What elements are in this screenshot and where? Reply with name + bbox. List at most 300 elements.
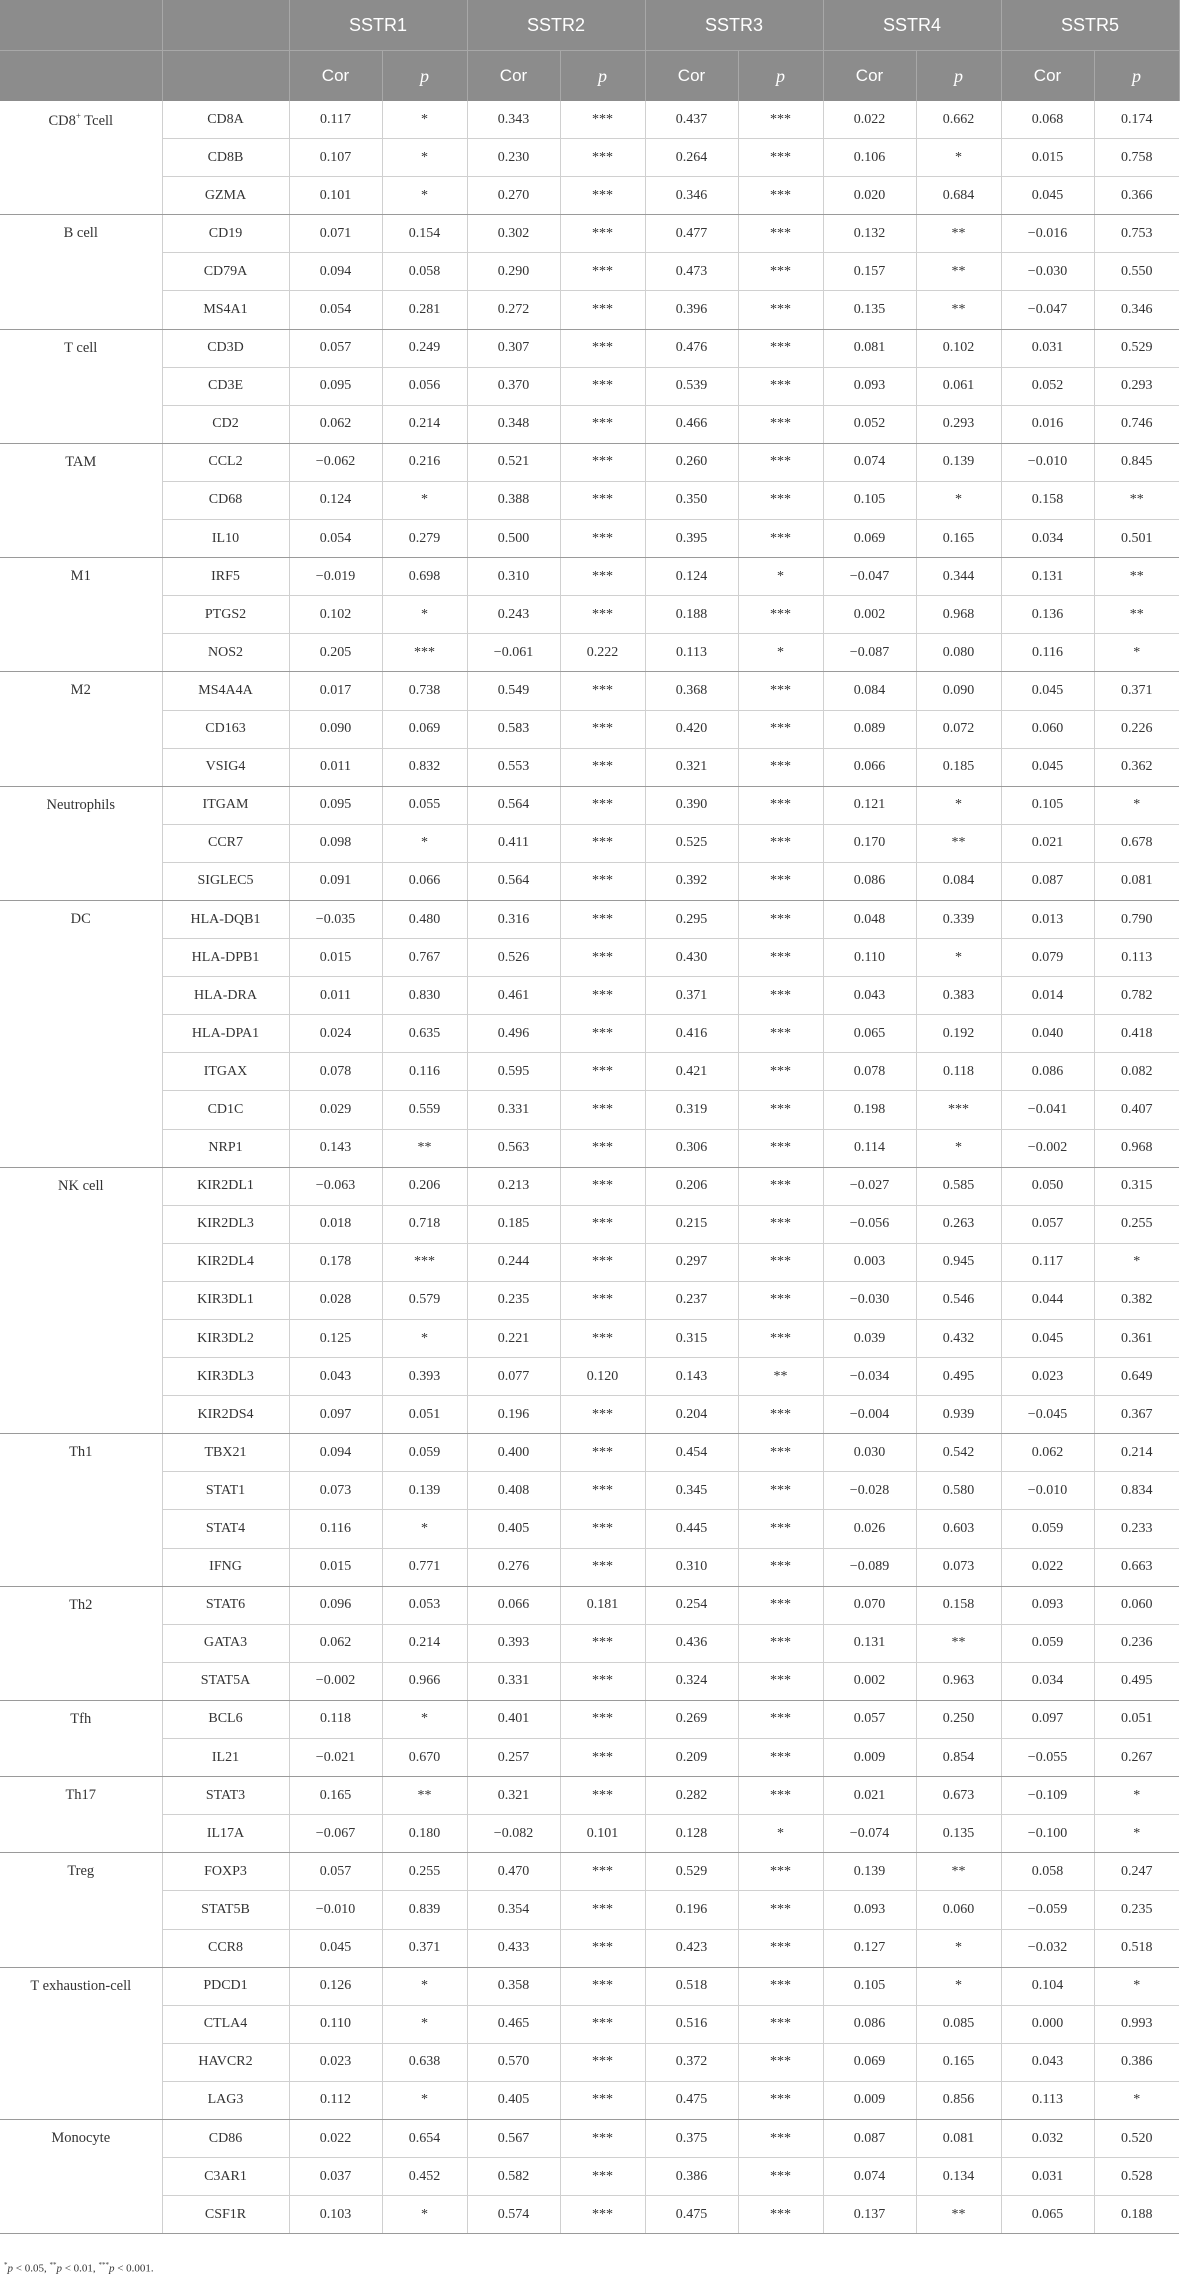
p-value: *** [560, 1853, 645, 1891]
cor-value: 0.002 [823, 1662, 916, 1700]
cor-value: 0.454 [645, 1434, 738, 1472]
p-value: 0.226 [1094, 710, 1179, 748]
header-receptor: SSTR1 [289, 0, 467, 51]
p-value: 0.968 [1094, 1129, 1179, 1167]
footnote-marker: ** [49, 2261, 57, 2269]
p-value: 0.165 [916, 520, 1001, 558]
cell-type-group [0, 443, 162, 557]
gene-symbol: KIR2DL4 [162, 1243, 289, 1281]
cor-value: 0.057 [1001, 1205, 1094, 1243]
table-row [0, 1700, 1179, 1738]
table-row [0, 1510, 1179, 1548]
cor-value: 0.095 [289, 367, 382, 405]
cor-value: 0.563 [467, 1129, 560, 1167]
table-row [0, 2043, 1179, 2081]
cor-value: −0.074 [823, 1815, 916, 1853]
p-value: * [382, 2196, 467, 2234]
table-row [0, 2005, 1179, 2043]
cor-value: 0.057 [289, 329, 382, 367]
cor-value: 0.114 [823, 1129, 916, 1167]
cell-type-group [0, 1853, 162, 1967]
cor-value: −0.002 [1001, 1129, 1094, 1167]
footnote-marker: *** [98, 2261, 109, 2269]
p-value: 0.113 [1094, 939, 1179, 977]
cor-value: 0.013 [1001, 900, 1094, 938]
p-value: *** [738, 1091, 823, 1129]
p-value: * [382, 2081, 467, 2119]
cell-type-name: Monocyte [51, 2129, 111, 2146]
p-value: 0.654 [382, 2119, 467, 2157]
p-value: *** [738, 1510, 823, 1548]
cor-value: 0.254 [645, 1586, 738, 1624]
cor-value: 0.310 [645, 1548, 738, 1586]
table-row [0, 1167, 1179, 1205]
p-value: 0.080 [916, 634, 1001, 672]
p-value: 0.206 [382, 1167, 467, 1205]
cor-value: 0.570 [467, 2043, 560, 2081]
cor-value: 0.564 [467, 786, 560, 824]
p-value: * [738, 1815, 823, 1853]
cor-value: 0.091 [289, 862, 382, 900]
p-value: 0.247 [1094, 1853, 1179, 1891]
cor-value: 0.106 [823, 139, 916, 177]
cor-value: 0.126 [289, 1967, 382, 2005]
gene-symbol: TBX21 [162, 1434, 289, 1472]
cor-value: 0.315 [645, 1320, 738, 1358]
p-value: *** [560, 558, 645, 596]
cell-type-name: T exhaustion-cell [30, 1977, 132, 1994]
p-value: * [916, 481, 1001, 519]
cor-value: 0.105 [1001, 786, 1094, 824]
cor-value: 0.461 [467, 977, 560, 1015]
cell-type-name: T cell [64, 339, 98, 356]
p-value: 0.579 [382, 1281, 467, 1319]
gene-symbol: STAT3 [162, 1777, 289, 1815]
cell-type-group [0, 2119, 162, 2233]
header-p: p [560, 51, 645, 102]
gene-symbol: CD8B [162, 139, 289, 177]
p-value: 0.165 [916, 2043, 1001, 2081]
p-value: ** [916, 1853, 1001, 1891]
p-value: *** [738, 1167, 823, 1205]
p-value: 0.072 [916, 710, 1001, 748]
gene-symbol: ITGAX [162, 1053, 289, 1091]
cor-value: 0.525 [645, 824, 738, 862]
cor-value: 0.595 [467, 1053, 560, 1091]
cor-value: 0.105 [823, 1967, 916, 2005]
gene-symbol: PDCD1 [162, 1967, 289, 2005]
p-value: * [382, 139, 467, 177]
p-value: 0.383 [916, 977, 1001, 1015]
p-value: 0.529 [1094, 329, 1179, 367]
cor-value: 0.549 [467, 672, 560, 710]
p-value: * [1094, 2081, 1179, 2119]
gene-symbol: LAG3 [162, 2081, 289, 2119]
cor-value: −0.067 [289, 1815, 382, 1853]
p-value: 0.746 [1094, 405, 1179, 443]
p-value: 0.362 [1094, 748, 1179, 786]
p-value: 0.339 [916, 900, 1001, 938]
p-value: *** [738, 2196, 823, 2234]
cor-value: 0.045 [289, 1929, 382, 1967]
p-value: 0.670 [382, 1739, 467, 1777]
table-row [0, 1967, 1179, 2005]
cor-value: 0.040 [1001, 1015, 1094, 1053]
p-value: *** [738, 2043, 823, 2081]
cell-type-group [0, 786, 162, 900]
gene-symbol: CD3D [162, 329, 289, 367]
p-value: * [1094, 1967, 1179, 2005]
cell-type-suffix: Tcell [80, 112, 114, 129]
cor-value: 0.093 [823, 1891, 916, 1929]
p-value: *** [560, 2081, 645, 2119]
p-value: * [916, 1929, 1001, 1967]
gene-symbol: STAT4 [162, 1510, 289, 1548]
gene-symbol: HAVCR2 [162, 2043, 289, 2081]
cor-value: −0.059 [1001, 1891, 1094, 1929]
cor-value: 0.131 [1001, 558, 1094, 596]
p-value: *** [560, 1396, 645, 1434]
cor-value: −0.035 [289, 900, 382, 938]
cor-value: 0.475 [645, 2081, 738, 2119]
cor-value: 0.024 [289, 1015, 382, 1053]
p-value: *** [560, 939, 645, 977]
p-value: 0.635 [382, 1015, 467, 1053]
p-value: * [1094, 1815, 1179, 1853]
cor-value: −0.027 [823, 1167, 916, 1205]
p-value: 0.638 [382, 2043, 467, 2081]
p-value: *** [560, 520, 645, 558]
p-value: 0.120 [560, 1358, 645, 1396]
p-value: *** [560, 253, 645, 291]
p-value: *** [738, 1548, 823, 1586]
cor-value: 0.131 [823, 1624, 916, 1662]
gene-symbol: CCR8 [162, 1929, 289, 1967]
gene-symbol: IL21 [162, 1739, 289, 1777]
p-value: *** [738, 1015, 823, 1053]
p-value: 0.344 [916, 558, 1001, 596]
cor-value: 0.094 [289, 253, 382, 291]
cor-value: 0.518 [645, 1967, 738, 2005]
cor-value: 0.346 [645, 177, 738, 215]
gene-symbol: CSF1R [162, 2196, 289, 2234]
p-value: 0.771 [382, 1548, 467, 1586]
table-row [0, 1396, 1179, 1434]
table-row [0, 1358, 1179, 1396]
table-row [0, 1053, 1179, 1091]
table-body [0, 101, 1179, 2234]
p-value: 0.580 [916, 1472, 1001, 1510]
p-value: *** [560, 1662, 645, 1700]
cor-value: 0.062 [289, 405, 382, 443]
p-value: 0.060 [916, 1891, 1001, 1929]
p-value: *** [738, 2005, 823, 2043]
cor-value: 0.343 [467, 101, 560, 139]
p-value: 0.367 [1094, 1396, 1179, 1434]
p-value: 0.966 [382, 1662, 467, 1700]
p-value: *** [738, 1624, 823, 1662]
gene-symbol: CD2 [162, 405, 289, 443]
p-value: *** [560, 2119, 645, 2157]
cor-value: −0.030 [823, 1281, 916, 1319]
cor-value: 0.477 [645, 215, 738, 253]
cor-value: 0.411 [467, 824, 560, 862]
p-value: 0.066 [382, 862, 467, 900]
p-value: 0.058 [382, 253, 467, 291]
cor-value: 0.031 [1001, 329, 1094, 367]
p-value: 0.051 [1094, 1700, 1179, 1738]
cor-value: 0.348 [467, 405, 560, 443]
cor-value: 0.307 [467, 329, 560, 367]
cor-value: 0.295 [645, 900, 738, 938]
cor-value: 0.127 [823, 1929, 916, 1967]
p-value: *** [560, 1015, 645, 1053]
cor-value: 0.069 [823, 520, 916, 558]
footnote-text: < 0.001. [114, 2262, 154, 2275]
header-cor: Cor [645, 51, 738, 102]
cor-value: 0.143 [289, 1129, 382, 1167]
p-value: *** [560, 710, 645, 748]
cor-value: 0.054 [289, 520, 382, 558]
p-value: 0.393 [382, 1358, 467, 1396]
p-value: *** [738, 1472, 823, 1510]
table-row [0, 1320, 1179, 1358]
cor-value: −0.087 [823, 634, 916, 672]
p-value: *** [738, 139, 823, 177]
p-value: 0.518 [1094, 1929, 1179, 1967]
gene-symbol: KIR2DS4 [162, 1396, 289, 1434]
p-value: *** [560, 1243, 645, 1281]
cor-value: 0.043 [1001, 2043, 1094, 2081]
p-value: *** [560, 405, 645, 443]
p-value: 0.158 [916, 1586, 1001, 1624]
p-value: 0.585 [916, 1167, 1001, 1205]
header-cor: Cor [289, 51, 382, 102]
p-value: 0.738 [382, 672, 467, 710]
p-value: *** [560, 1053, 645, 1091]
p-value: 0.361 [1094, 1320, 1179, 1358]
cor-value: 0.066 [823, 748, 916, 786]
cor-value: 0.062 [289, 1624, 382, 1662]
cor-value: 0.020 [823, 177, 916, 215]
cor-value: 0.116 [289, 1510, 382, 1548]
cor-value: 0.094 [289, 1434, 382, 1472]
p-value: 0.346 [1094, 291, 1179, 329]
cor-value: 0.113 [1001, 2081, 1094, 2119]
table-row [0, 1662, 1179, 1700]
p-value: ** [916, 291, 1001, 329]
gene-symbol: KIR2DL3 [162, 1205, 289, 1243]
gene-symbol: NOS2 [162, 634, 289, 672]
p-value: *** [738, 1320, 823, 1358]
cor-value: 0.044 [1001, 1281, 1094, 1319]
p-value: 0.061 [916, 367, 1001, 405]
cor-value: 0.081 [823, 329, 916, 367]
footnote-p-symbol: p [108, 2262, 115, 2275]
p-value: 0.060 [1094, 1586, 1179, 1624]
cor-value: 0.264 [645, 139, 738, 177]
cell-type-name: M2 [70, 682, 91, 699]
cor-value: 0.260 [645, 443, 738, 481]
cor-value: 0.071 [289, 215, 382, 253]
cell-type-group [0, 672, 162, 786]
cell-type-group [0, 1434, 162, 1586]
p-value: *** [738, 177, 823, 215]
gene-symbol: STAT1 [162, 1472, 289, 1510]
cor-value: 0.097 [289, 1396, 382, 1434]
cor-value: 0.068 [1001, 101, 1094, 139]
cor-value: 0.045 [1001, 748, 1094, 786]
cor-value: 0.198 [823, 1091, 916, 1129]
p-value: *** [738, 1662, 823, 1700]
cor-value: 0.097 [1001, 1700, 1094, 1738]
table-row [0, 520, 1179, 558]
p-value: * [1094, 1777, 1179, 1815]
cor-value: 0.015 [1001, 139, 1094, 177]
cor-value: 0.257 [467, 1739, 560, 1777]
cor-value: 0.048 [823, 900, 916, 938]
cor-value: 0.143 [645, 1358, 738, 1396]
cor-value: 0.089 [823, 710, 916, 748]
cor-value: 0.065 [1001, 2196, 1094, 2234]
gene-symbol: HLA-DQB1 [162, 900, 289, 938]
p-value: * [382, 596, 467, 634]
cor-value: −0.082 [467, 1815, 560, 1853]
cor-value: 0.028 [289, 1281, 382, 1319]
table-row [0, 977, 1179, 1015]
cor-value: 0.582 [467, 2158, 560, 2196]
cor-value: −0.109 [1001, 1777, 1094, 1815]
p-value: 0.135 [916, 1815, 1001, 1853]
cor-value: 0.370 [467, 367, 560, 405]
gene-symbol: KIR3DL1 [162, 1281, 289, 1319]
cor-value: 0.371 [645, 977, 738, 1015]
p-value: 0.432 [916, 1320, 1001, 1358]
header-receptor: SSTR5 [1001, 0, 1179, 51]
cor-value: 0.237 [645, 1281, 738, 1319]
cor-value: 0.062 [1001, 1434, 1094, 1472]
p-value: * [916, 1967, 1001, 2005]
header-cor: Cor [467, 51, 560, 102]
cell-type-group [0, 900, 162, 1167]
table-row [0, 443, 1179, 481]
cor-value: 0.021 [1001, 824, 1094, 862]
cor-value: 0.215 [645, 1205, 738, 1243]
p-value: 0.236 [1094, 1624, 1179, 1662]
cor-value: 0.090 [289, 710, 382, 748]
table-row [0, 367, 1179, 405]
cor-value: 0.015 [289, 1548, 382, 1586]
cor-value: 0.526 [467, 939, 560, 977]
cor-value: −0.047 [823, 558, 916, 596]
p-value: 0.968 [916, 596, 1001, 634]
p-value: 0.790 [1094, 900, 1179, 938]
p-value: 0.188 [1094, 2196, 1179, 2234]
p-value: *** [738, 1281, 823, 1319]
p-value: 0.267 [1094, 1739, 1179, 1777]
p-value: *** [560, 1281, 645, 1319]
cor-value: 0.196 [467, 1396, 560, 1434]
p-value: 0.418 [1094, 1015, 1179, 1053]
cor-value: 0.396 [645, 291, 738, 329]
p-value: *** [738, 1586, 823, 1624]
footnote-p-symbol: p [56, 2262, 62, 2275]
p-value: * [382, 481, 467, 519]
p-value: 0.830 [382, 977, 467, 1015]
p-value: *** [738, 748, 823, 786]
p-value: * [1094, 634, 1179, 672]
p-value: *** [560, 2043, 645, 2081]
cor-value: 0.567 [467, 2119, 560, 2157]
p-value: 0.249 [382, 329, 467, 367]
table-row [0, 481, 1179, 519]
p-value: 0.139 [916, 443, 1001, 481]
table-row [0, 1624, 1179, 1662]
header-cor: Cor [1001, 51, 1094, 102]
cor-value: 0.026 [823, 1510, 916, 1548]
p-value: 0.698 [382, 558, 467, 596]
cor-value: 0.029 [289, 1091, 382, 1129]
table-row [0, 1815, 1179, 1853]
cor-value: 0.037 [289, 2158, 382, 2196]
cor-value: 0.185 [467, 1205, 560, 1243]
p-value: 0.684 [916, 177, 1001, 215]
table-row [0, 215, 1179, 253]
footnote-marker: * [4, 2261, 8, 2269]
cor-value: 0.205 [289, 634, 382, 672]
p-value: *** [560, 481, 645, 519]
cor-value: −0.056 [823, 1205, 916, 1243]
p-value: 0.056 [382, 367, 467, 405]
cor-value: 0.096 [289, 1586, 382, 1624]
cor-value: 0.034 [1001, 520, 1094, 558]
p-value: 0.081 [1094, 862, 1179, 900]
p-value: *** [738, 2158, 823, 2196]
table-row [0, 1015, 1179, 1053]
table-row [0, 862, 1179, 900]
cor-value: 0.416 [645, 1015, 738, 1053]
p-value: * [382, 1967, 467, 2005]
cor-value: 0.059 [1001, 1510, 1094, 1548]
cor-value: 0.136 [1001, 596, 1094, 634]
cor-value: 0.386 [645, 2158, 738, 2196]
cor-value: 0.244 [467, 1243, 560, 1281]
p-value: *** [560, 291, 645, 329]
p-value: 0.559 [382, 1091, 467, 1129]
cell-type-name: CD8 [48, 112, 76, 129]
p-value: *** [916, 1091, 1001, 1129]
table-row [0, 1243, 1179, 1281]
cell-type-name: Th17 [65, 1787, 97, 1804]
cor-value: 0.170 [823, 824, 916, 862]
gene-symbol: HLA-DRA [162, 977, 289, 1015]
p-value: *** [738, 405, 823, 443]
cor-value: 0.235 [467, 1281, 560, 1319]
cor-value: 0.243 [467, 596, 560, 634]
table-row [0, 139, 1179, 177]
p-value: 0.073 [916, 1548, 1001, 1586]
cor-value: 0.400 [467, 1434, 560, 1472]
p-value: *** [738, 900, 823, 938]
p-value: 0.845 [1094, 443, 1179, 481]
p-value: * [382, 1510, 467, 1548]
table-row [0, 329, 1179, 367]
p-value: *** [560, 596, 645, 634]
p-value: ** [1094, 481, 1179, 519]
cor-value: 0.002 [823, 596, 916, 634]
p-value: *** [738, 939, 823, 977]
cor-value: 0.023 [289, 2043, 382, 2081]
